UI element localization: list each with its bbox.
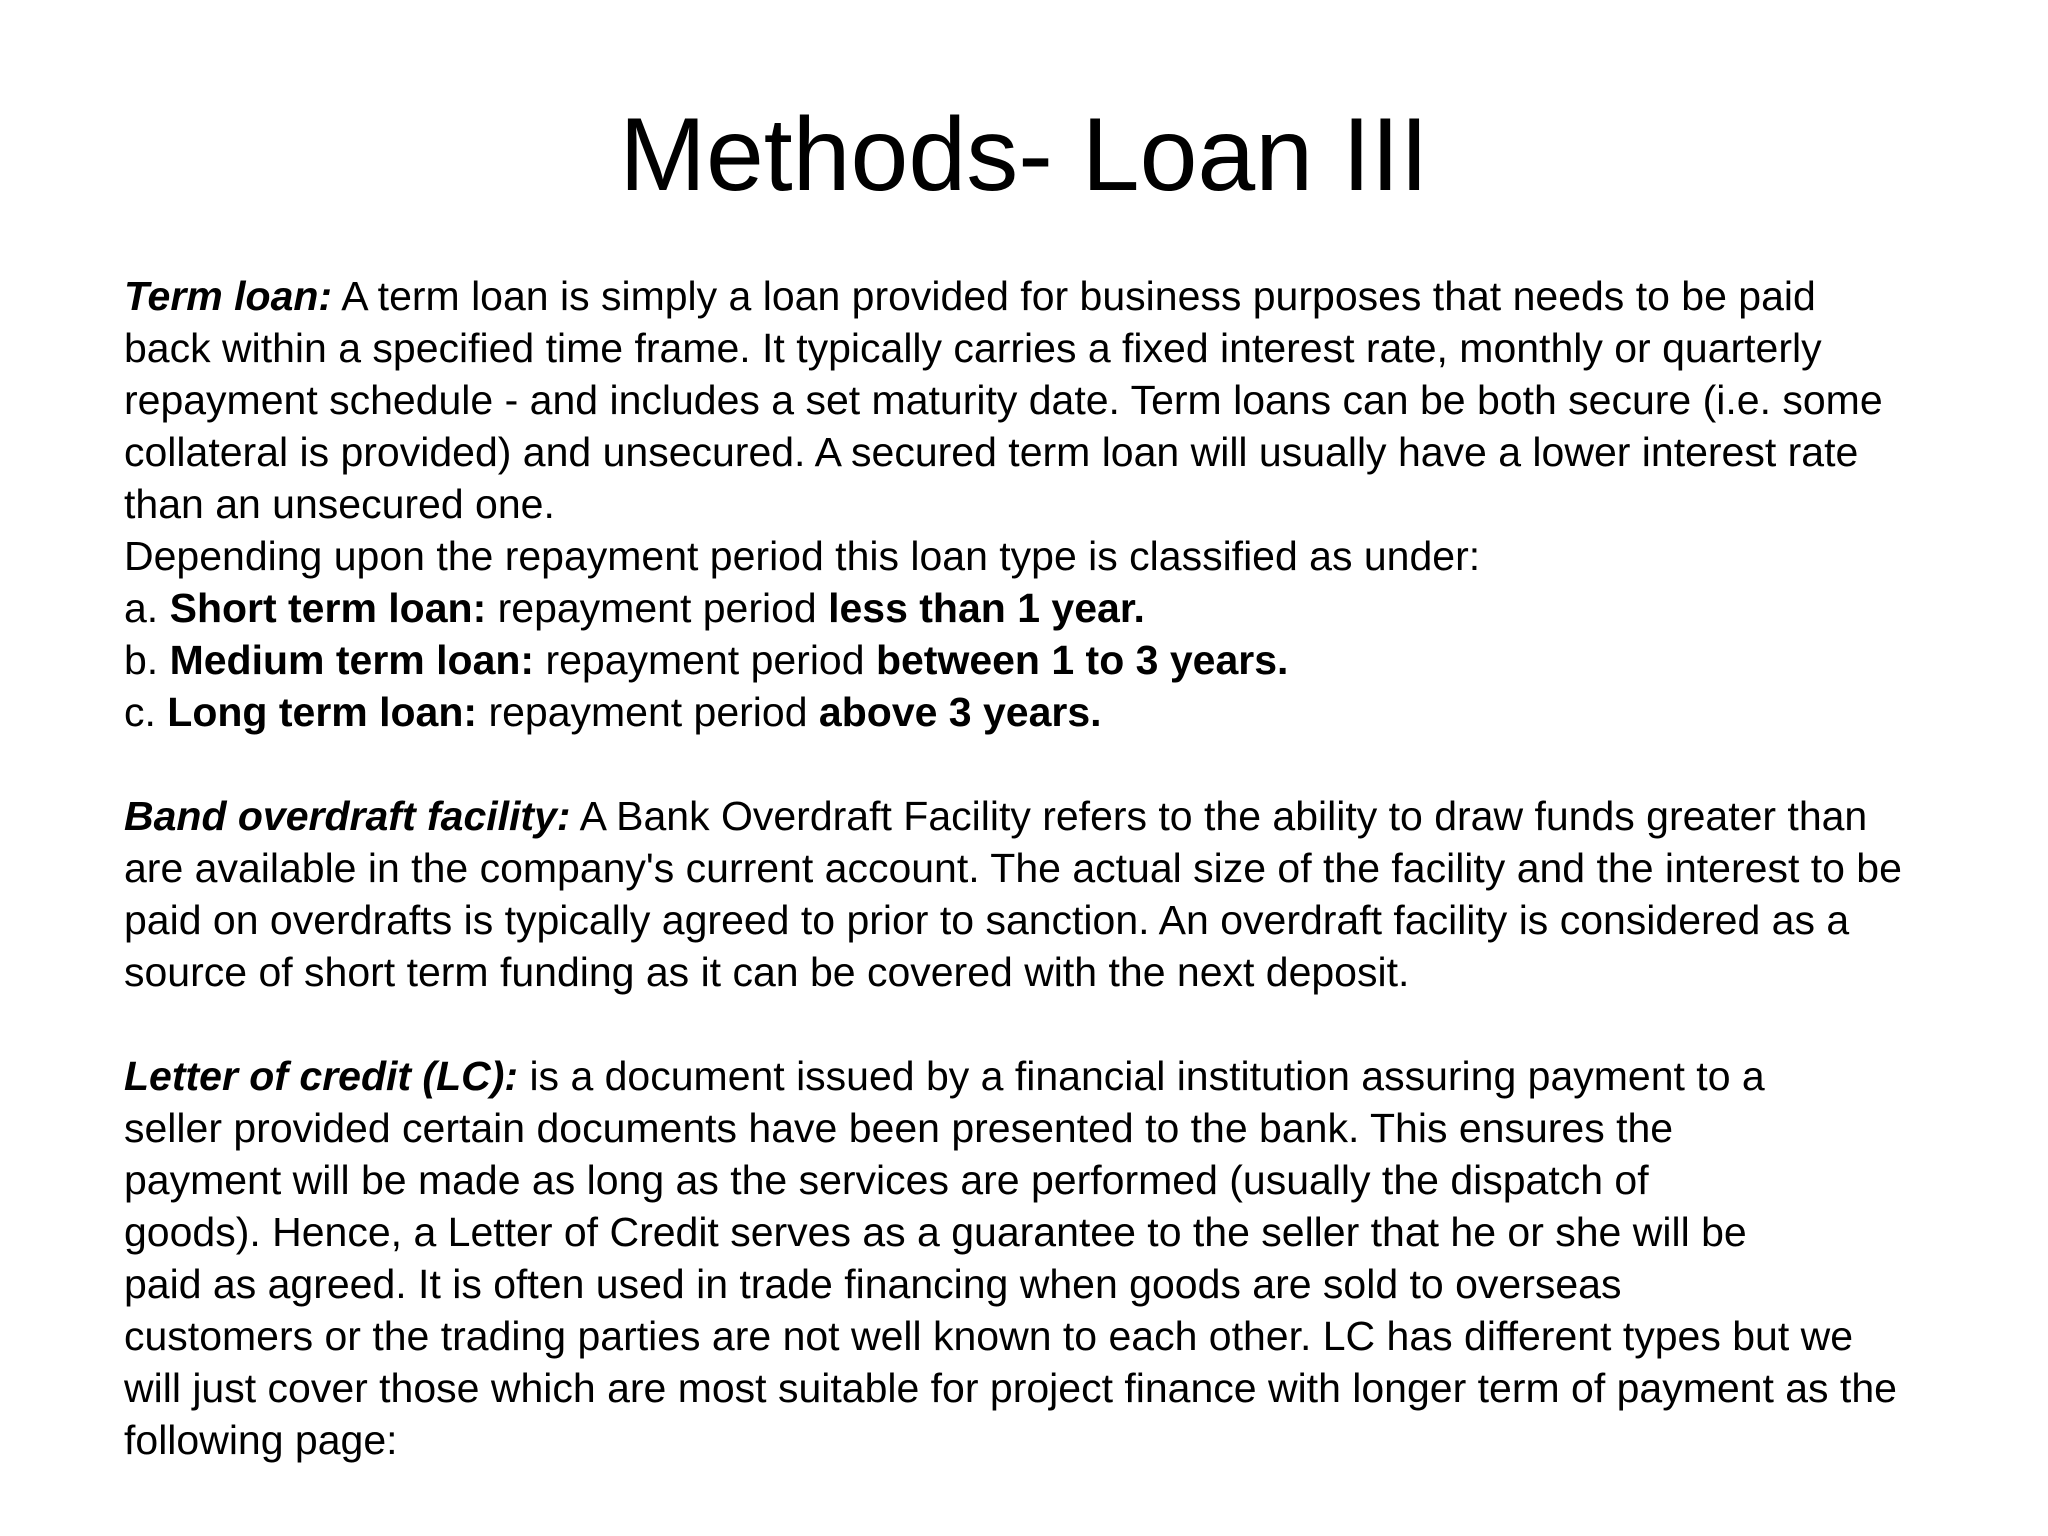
list-item-prefix: c.	[124, 689, 168, 735]
list-item-text: repayment period	[477, 689, 819, 735]
paragraph-text: is a document issued by a financial institution assuring payment to a	[518, 1053, 1765, 1099]
letter-of-credit-heading: Letter of credit (LC):	[124, 1053, 519, 1099]
paragraph-line	[124, 1050, 2004, 1102]
list-item-label: Medium term loan:	[169, 637, 535, 683]
paragraph-text: A Bank Overdraft Facility refers to the ability to draw funds greater than	[570, 793, 1868, 839]
letter-of-credit-section	[124, 1050, 2004, 1466]
paragraph-text: A term loan is simply a loan provided for business purposes that needs to be paid	[332, 273, 1816, 319]
paragraph-line: payment will be made as long as the services are performed (usually the dispatch of	[124, 1157, 1649, 1203]
paragraph-line: customers or the trading parties are not well known to each other. LC has different types but we	[124, 1313, 1854, 1359]
paragraph-line: repayment schedule - and includes a set maturity date. Term loans can be both secure (i.e. some	[124, 377, 1883, 423]
overdraft-section	[124, 790, 2004, 998]
list-item-label: Short term loan:	[169, 585, 487, 631]
list-item	[124, 582, 2004, 634]
paragraph-line: paid as agreed. It is often used in trade financing when goods are sold to overseas	[124, 1261, 1622, 1307]
spacer	[124, 738, 2004, 790]
term-loan-section	[124, 270, 2004, 738]
spacer	[124, 998, 2004, 1050]
paragraph-line: than an unsecured one.	[124, 481, 555, 527]
paragraph-line: seller provided certain documents have been presented to the bank. This ensures the	[124, 1105, 1674, 1151]
paragraph-line: goods). Hence, a Letter of Credit serves as a guarantee to the seller that he or she will be	[124, 1209, 1747, 1255]
paragraph-line: are available in the company's current account. The actual size of the facility and the interest to be	[124, 845, 1902, 891]
paragraph-line	[124, 790, 2004, 842]
list-item	[124, 634, 2004, 686]
term-loan-heading: Term loan:	[124, 273, 333, 319]
list-item-value: between 1 to 3 years.	[875, 637, 1289, 683]
list-item-text: repayment period	[534, 637, 876, 683]
list-item-value: above 3 years.	[818, 689, 1102, 735]
paragraph-line	[124, 270, 2004, 322]
paragraph-line: Depending upon the repayment period this loan type is classified as under:	[124, 533, 1481, 579]
paragraph-line: will just cover those which are most suitable for project finance with longer term of payment as the	[124, 1365, 1897, 1411]
list-item-label: Long term loan:	[167, 689, 478, 735]
overdraft-heading: Band overdraft facility:	[124, 793, 571, 839]
paragraph-line: source of short term funding as it can be covered with the next deposit.	[124, 949, 1410, 995]
list-item-prefix: a.	[124, 585, 170, 631]
list-item-text: repayment period	[486, 585, 829, 631]
paragraph-line: following page:	[124, 1417, 398, 1463]
slide-title: Methods- Loan III	[619, 97, 1429, 213]
paragraph-line: paid on overdrafts is typically agreed to prior to sanction. An overdraft facility is considered as a	[124, 897, 1850, 943]
list-item	[124, 686, 2004, 738]
slide-body	[124, 270, 2004, 1466]
paragraph-line: back within a specified time frame. It typically carries a fixed interest rate, monthly or quarterly	[124, 325, 1822, 371]
list-item-prefix: b.	[124, 637, 170, 683]
paragraph-line: collateral is provided) and unsecured. A secured term loan will usually have a lower interest rate	[124, 429, 1859, 475]
list-item-value: less than 1 year.	[828, 585, 1145, 631]
